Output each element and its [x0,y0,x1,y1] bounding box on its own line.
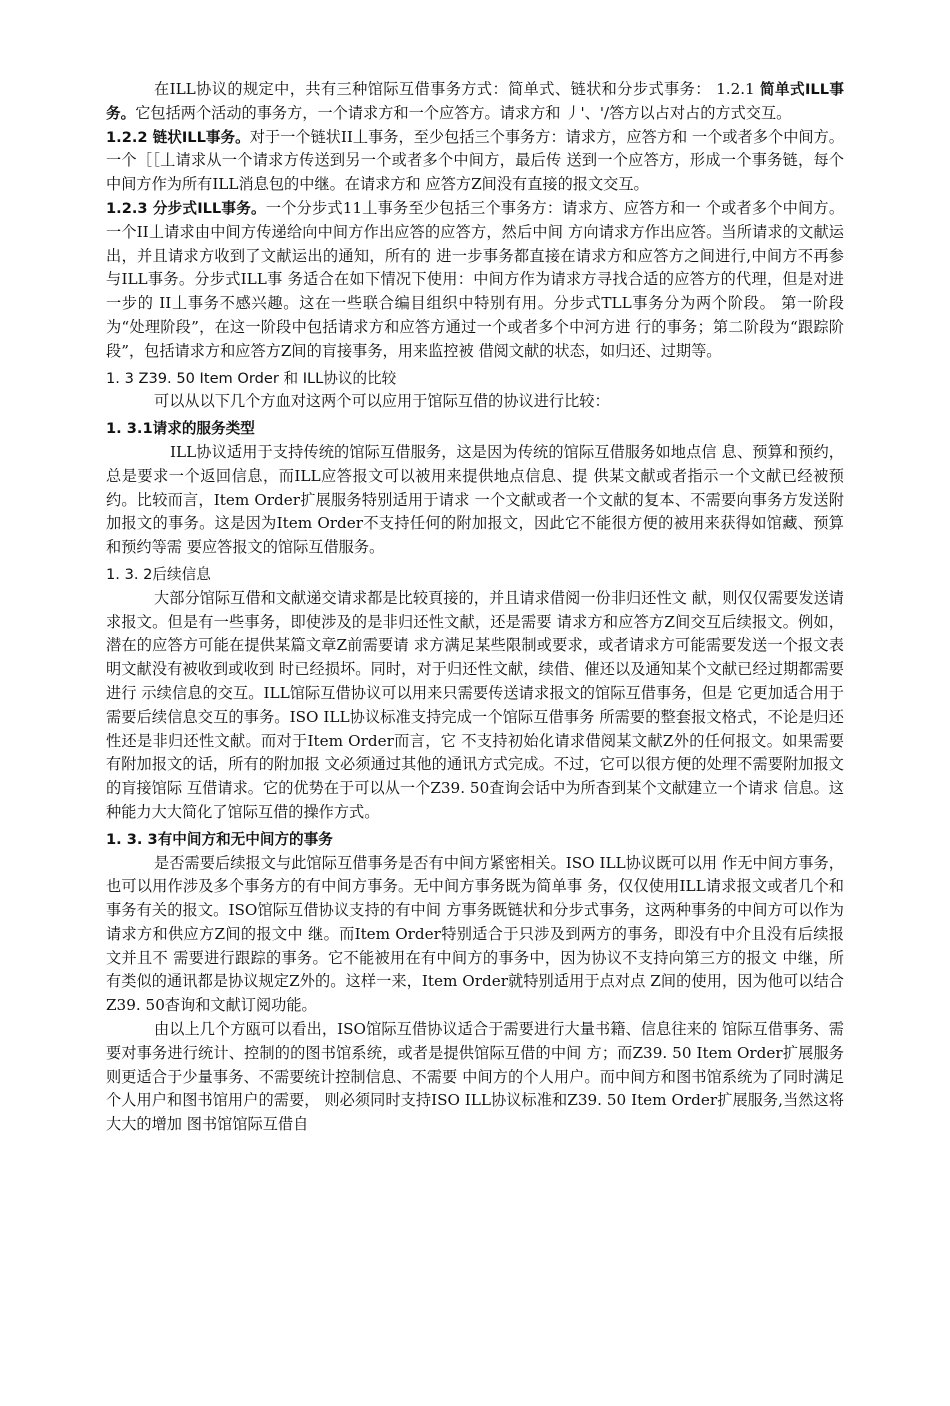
heading-121: 简单式ILL事务。 [106,81,845,122]
paragraph-123 [106,197,844,364]
section-heading-13: 1. 3 Z39. 50 Item Order 和 ILL协议的比较 [106,369,397,387]
section-heading-132: 1. 3. 2后续信息 [106,565,211,583]
paragraph-132: 大部分馆际互借和文献递交请求都是比较頁接的，并且请求借阅一份非归还性文 献，则仅仅需要发送请求报文。但是有一些事务，即使涉及的是非归还性文献，还是需要 请求方和应答方Z间交互后续报文。例如，潜在的应答方可能在提供某篇文章Z前需要请 求方满足某些限制或要求，或者请求方可能需要发送一个报文表明文献没有被收到或收到 时已经损坏。同时，对于归还性文献，续借、催还以及通知某个文献已经过期都需要进行 示续信息的交互。ILL馆际互借协议可以用来只需要传送请求报文的馆际互借事务，但是 它更加适合用于需要后续信息交互的事务。ISO ILL协议标准支持完成一个馆际互借事务 所需要的整套报文格式，不论是归还性还是非归还性文献。而对于Item Order而言，它 不支持初始化请求借阅某文献Z外的任何报文。如果需要有附加报文的话，所有的附加报 文必须通过其他的通讯方式完成。不过，它可以很方便的处理不需要附加报文的肓接馆际 互借请求。它的优势在于可以从一个Z39. 50査询会话中为所杳到某个文献建立一个请求 信息。这种能力大大简化了馆际互借的操作方式。 [106,588,844,821]
heading-123: 1.2.3 分步式ILL事务。 [106,199,266,217]
paragraph-133: 是否需要后续报文与此馆际互借事务是否有中间方紧密相关。ISO ILL协议既可以用 作无中间方事务，也可以用作涉及多个事务方的有中间方事务。无中间方事务既为简单事 务，仅仅使用ILL请求报文或者几个和事务有关的报文。ISO馆际互借协议支持的有中间 方事务既链状和分步式事务，这两种事务的中间方可以作为请求方和供应方Z间的报文中 继。而Item Order特别适合于只涉及到两方的事务，即没有中介且没有后续报文并且不 需要进行跟踪的事务。它不能被用在有中间方的事务中，因为协议不支持向第三方的报文 中继，所有类似的通讯都是协议规定Z外的。这样一来，Item Order就特别适用于点对点 Z间的使用，因为他可以结合Z39. 50杳询和文献订阅功能。 [106,853,844,1015]
paragraph-intro [106,78,844,126]
section-heading-133: 1. 3. 3有中间方和无中间方的事务 [106,830,333,848]
intro-text: 在ILL协议的规定中，共有三种馆际互借事务方式：简单式、链状和分步式事务： [154,80,711,98]
document-body [106,78,844,1137]
intro-text-2: 它包括两个活动的事务方，一个请求方和一个应答方。请求方和 丿'、'/答方以占对占的方式交互。 [135,103,792,122]
section-number-121: 1.2.1 [710,80,760,98]
heading-122: 1.2.2 链状ILL事务。 [106,128,250,146]
paragraph-13: 可以从以下几个方血对这两个可以应用于馆际互借的协议进行比较： [154,392,610,411]
text-122: 对于一个链状II丄事务，至少包括三个事务方：请求方，应答方和 一个或者多个中间方。一个［［丄请求从一个请求方传送到另一个或者多个中间方，最后传 送到一个应答方，形成一个事务链，每个中间方作为所有ILL消息包的中继。在请求方和 应答方Z间没有直接的报文交互。 [106,127,844,194]
paragraph-conclusion: 由以上几个方瓯可以看出，ISO馆际互借协议适合于需要进行大量书籍、信息往来的 馆际互借事务、需要对事务进行统计、控制的的图书馆系统，或者是提供馆际互借的中间 方；而Z39. 50 Item Order扩展服务则更适合于少量事务、不需要统计控制信息、不需要 中间方的个人用户。而中间方和图书馆系统为了同时满足个人用户和图书馆用户的需要， 则必须同时支持ISO ILL协议标准和Z39. 50 Item Order扩展服务,当然这将大大的增加 图书馆馆际互借自 [106,1020,844,1134]
text-123: 一个分步式11丄事务至少包括三个事务方：请求方、应答方和一 个或者多个中间方。一个II丄请求由中间方传递给向中间方作出应答的应答方，然后中间 方向请求方作出应答。当所请求的文献运出，并且请求方收到了文献运出的通知，所有的 进一步事务都直接在请求方和应答方之间进行,中间方不再参与ILL事务。分步式ILL事 务适合在如下情况下使用：中间方作为请求方寻找合适的应答方的代理，但是对进一步的 II丄事务不感兴趣。这在一些联合编目组织中特别有用。分步式TLL事务分为两个阶段。 第一阶段为“处理阶段”，在这一阶段中包括请求方和应答方通过一个或者多个中河方进 行的事务；第二阶段为“跟踪阶段”，包括请求方和应答方Z间的肓接事务，用来监控被 借阅文献的状态，如归还、过期等。 [106,198,845,360]
paragraph-122 [106,126,844,197]
section-heading-131: 1. 3.1请求的服务类型 [106,420,255,438]
paragraph-131: ILL协议适用于支持传统的馆际互借服务，这是因为传统的馆际互借服务如地点信 息、预算和预约，总是要求一个返回信息，而ILL应答报文可以被用来提供地点信息、提 供某文献或者指示一个文献已经被预约。比较而言，Item Order扩展服务特别适用于请求 一个文献或者一个文献的复本、不需要向事务方发送附加报文的事务。这是因为Item Order不支持任何的附加报文，因此它不能很方便的被用来获得如馆藏、预算和预约等需 要应答报文的馆际互借服务。 [106,442,844,557]
